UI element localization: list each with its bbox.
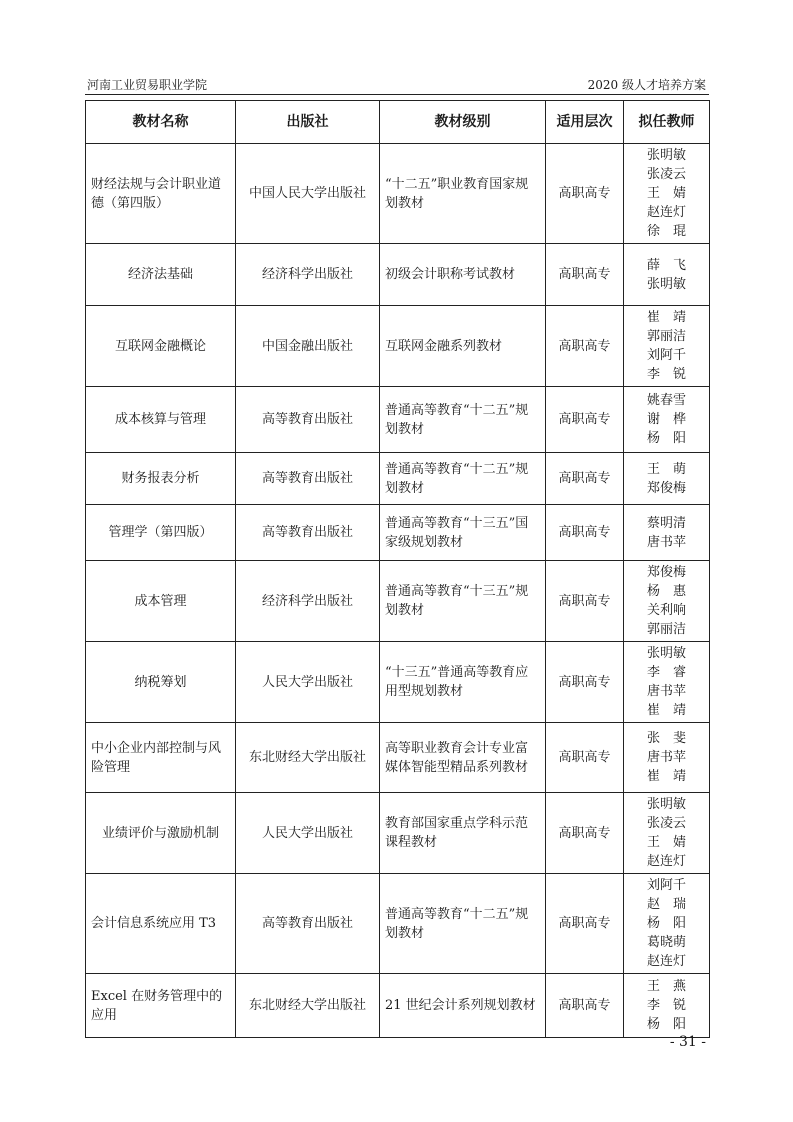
textbook-level-cell: “十二五”职业教育国家规划教材 [380, 144, 546, 244]
applicable-level-cell: 高职高专 [546, 723, 624, 793]
column-header-textbook-name: 教材名称 [86, 101, 236, 144]
teacher-name: 张凌云 [646, 167, 686, 182]
teacher-name: 刘阿千 [646, 348, 686, 363]
teacher-name: 杨 阳 [646, 1017, 686, 1032]
textbook-name-cell: 财经法规与会计职业道德（第四版） [86, 144, 236, 244]
table-row [86, 793, 710, 874]
teacher-name: 薛 飞 [646, 257, 686, 273]
textbook-name-cell: 成本管理 [86, 561, 236, 642]
column-header-applicable-level: 适用层次 [546, 101, 624, 144]
teacher-name: 张明敏 [646, 646, 686, 661]
teacher-name: 赵连灯 [646, 205, 686, 220]
page-number: - 31 - [669, 1034, 706, 1050]
teacher-name: 唐书苹 [646, 750, 686, 765]
teachers-cell [624, 244, 710, 306]
teacher-name: 刘阿千 [646, 878, 686, 893]
teacher-name: 郭丽洁 [646, 329, 686, 344]
textbook-name-cell: 业绩评价与激励机制 [86, 793, 236, 874]
applicable-level-cell: 高职高专 [546, 561, 624, 642]
textbook-name-cell: 财务报表分析 [86, 453, 236, 505]
applicable-level-cell: 高职高专 [546, 793, 624, 874]
teacher-name: 郑俊梅 [646, 480, 686, 496]
applicable-level-cell: 高职高专 [546, 505, 624, 561]
teacher-name: 张明敏 [646, 148, 686, 163]
teacher-name: 关利响 [646, 603, 686, 618]
publisher-cell: 人民大学出版社 [236, 642, 380, 723]
teacher-name: 郭丽洁 [646, 622, 686, 637]
applicable-level-cell: 高职高专 [546, 306, 624, 387]
textbook-level-cell: 普通高等教育“十三五”规划教材 [380, 561, 546, 642]
teacher-name: 王 萌 [646, 461, 686, 477]
table-header-row [86, 101, 710, 144]
teacher-name: 唐书苹 [646, 534, 686, 550]
teacher-name: 崔 靖 [646, 769, 686, 784]
textbook-name-cell: 管理学（第四版） [86, 505, 236, 561]
publisher-cell: 高等教育出版社 [236, 387, 380, 453]
teacher-name: 崔 靖 [646, 310, 686, 325]
table-row [86, 505, 710, 561]
table-row [86, 244, 710, 306]
teachers-cell [624, 874, 710, 974]
teacher-name: 杨 惠 [646, 584, 686, 599]
textbook-level-cell: 21 世纪会计系列规划教材 [380, 974, 546, 1038]
applicable-level-cell: 高职高专 [546, 387, 624, 453]
teacher-name: 王 婧 [646, 186, 686, 201]
teachers-cell [624, 642, 710, 723]
textbook-level-cell: 普通高等教育“十二五”规划教材 [380, 874, 546, 974]
textbook-name-cell: 会计信息系统应用 T3 [86, 874, 236, 974]
column-header-publisher: 出版社 [236, 101, 380, 144]
applicable-level-cell: 高职高专 [546, 244, 624, 306]
applicable-level-cell: 高职高专 [546, 453, 624, 505]
textbook-level-cell: 互联网金融系列教材 [380, 306, 546, 387]
teacher-name: 王 婧 [646, 835, 686, 850]
teacher-name: 张明敏 [646, 276, 686, 292]
textbook-level-cell: “十三五”普通高等教育应用型规划教材 [380, 642, 546, 723]
table-row [86, 453, 710, 505]
textbook-level-cell: 普通高等教育“十二五”规划教材 [380, 387, 546, 453]
teacher-name: 李 锐 [646, 367, 686, 382]
teacher-name: 赵 瑞 [646, 897, 686, 912]
teacher-name: 李 锐 [646, 998, 686, 1013]
table-row [86, 306, 710, 387]
publisher-cell: 人民大学出版社 [236, 793, 380, 874]
publisher-cell: 经济科学出版社 [236, 561, 380, 642]
column-header-textbook-level: 教材级别 [380, 101, 546, 144]
table-row [86, 387, 710, 453]
teacher-name: 杨 阳 [646, 431, 686, 446]
teachers-cell [624, 974, 710, 1038]
applicable-level-cell: 高职高专 [546, 642, 624, 723]
table-row [86, 723, 710, 793]
teacher-name: 张 斐 [646, 731, 686, 746]
table-row [86, 144, 710, 244]
textbook-name-cell: 互联网金融概论 [86, 306, 236, 387]
teacher-name: 崔 靖 [646, 703, 686, 718]
textbook-level-cell: 教育部国家重点学科示范课程教材 [380, 793, 546, 874]
publisher-cell: 东北财经大学出版社 [236, 723, 380, 793]
textbook-name-cell: 中小企业内部控制与风险管理 [86, 723, 236, 793]
textbook-level-cell: 普通高等教育“十三五”国家级规划教材 [380, 505, 546, 561]
column-header-teachers: 拟任教师 [624, 101, 710, 144]
publisher-cell: 经济科学出版社 [236, 244, 380, 306]
publisher-cell: 高等教育出版社 [236, 505, 380, 561]
table-row [86, 974, 710, 1038]
teachers-cell [624, 505, 710, 561]
header-institution: 河南工业贸易职业学院 [87, 78, 208, 92]
table-row [86, 642, 710, 723]
textbook-name-cell: 成本核算与管理 [86, 387, 236, 453]
teacher-name: 谢 桦 [646, 412, 686, 427]
teacher-name: 杨 阳 [646, 916, 686, 931]
publisher-cell: 东北财经大学出版社 [236, 974, 380, 1038]
publisher-cell: 高等教育出版社 [236, 874, 380, 974]
teachers-cell [624, 723, 710, 793]
textbook-name-cell: 经济法基础 [86, 244, 236, 306]
textbook-level-cell: 普通高等教育“十二五”规划教材 [380, 453, 546, 505]
table-row [86, 874, 710, 974]
table-row [86, 561, 710, 642]
teacher-name: 赵连灯 [646, 854, 686, 869]
header-plan-title: 2020 级人才培养方案 [587, 78, 706, 92]
textbook-name-cell: Excel 在财务管理中的应用 [86, 974, 236, 1038]
teacher-name: 张明敏 [646, 797, 686, 812]
textbook-level-cell: 高等职业教育会计专业富媒体智能型精品系列教材 [380, 723, 546, 793]
textbook-name-cell: 纳税筹划 [86, 642, 236, 723]
header-rule [85, 94, 709, 95]
publisher-cell: 高等教育出版社 [236, 453, 380, 505]
teacher-name: 张凌云 [646, 816, 686, 831]
teachers-cell [624, 561, 710, 642]
teacher-name: 郑俊梅 [646, 565, 686, 580]
teacher-name: 徐 琨 [646, 224, 686, 239]
teachers-cell [624, 306, 710, 387]
applicable-level-cell: 高职高专 [546, 144, 624, 244]
publisher-cell: 中国金融出版社 [236, 306, 380, 387]
teacher-name: 蔡明清 [646, 515, 686, 531]
teacher-name: 姚春雪 [646, 393, 686, 408]
applicable-level-cell: 高职高专 [546, 874, 624, 974]
publisher-cell: 中国人民大学出版社 [236, 144, 380, 244]
teachers-cell [624, 387, 710, 453]
teacher-name: 李 睿 [646, 665, 686, 680]
teacher-name: 王 燕 [646, 979, 686, 994]
applicable-level-cell: 高职高专 [546, 974, 624, 1038]
teacher-name: 葛晓萌 [646, 935, 686, 950]
teachers-cell [624, 453, 710, 505]
teacher-name: 唐书苹 [646, 684, 686, 699]
teachers-cell [624, 793, 710, 874]
textbook-level-cell: 初级会计职称考试教材 [380, 244, 546, 306]
teacher-name: 赵连灯 [646, 954, 686, 969]
textbook-table [85, 100, 710, 1038]
teachers-cell [624, 144, 710, 244]
